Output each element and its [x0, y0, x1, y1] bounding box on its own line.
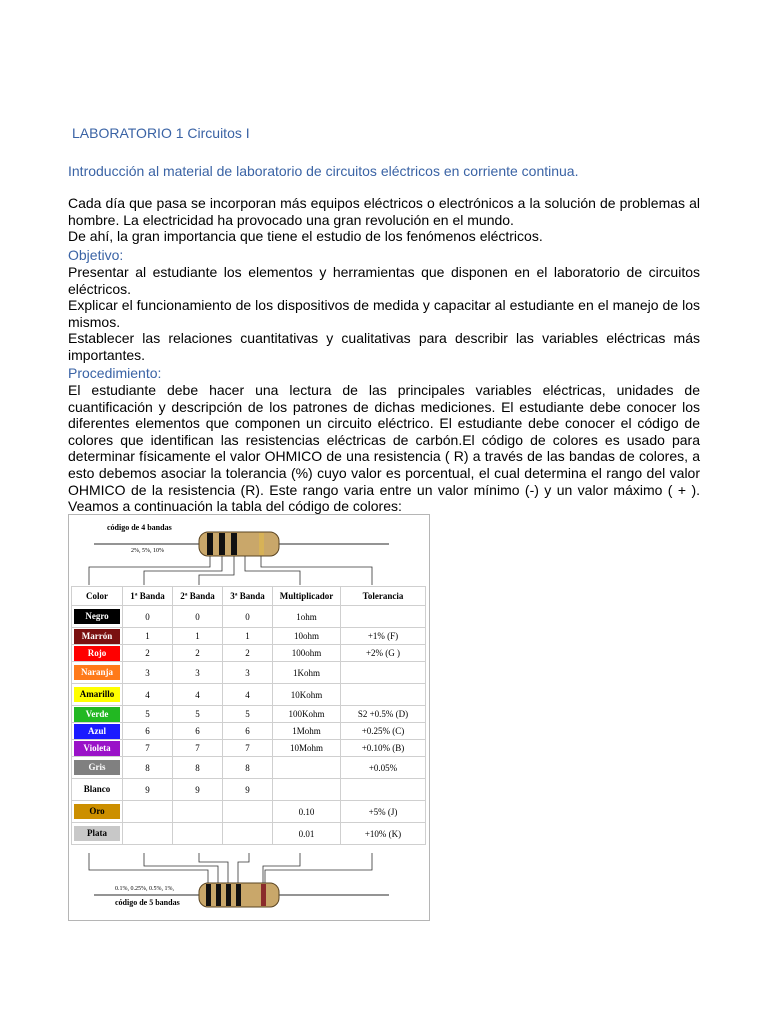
table-row: [72, 662, 426, 684]
band3-value: 9: [223, 779, 273, 801]
color-code-table: [71, 586, 426, 845]
band1-value: 9: [123, 779, 173, 801]
band: [219, 533, 225, 555]
five-band-label: código de 5 bandas: [115, 898, 180, 907]
band1-value: 6: [123, 723, 173, 740]
table-row: [72, 757, 426, 779]
tolerance-value: +10% (K): [341, 823, 426, 845]
leader-line: [261, 556, 372, 585]
band2-value: 6: [173, 723, 223, 740]
table-row: [72, 606, 426, 628]
header-band1: 1ª Banda: [123, 587, 173, 606]
band: [207, 533, 213, 555]
band3-value: 5: [223, 706, 273, 723]
band: [226, 884, 231, 906]
band3-value: 0: [223, 606, 273, 628]
color-swatch-cell: [72, 628, 123, 645]
tolerance-value: [341, 662, 426, 684]
color-swatch-cell: [72, 684, 123, 706]
band1-value: 4: [123, 684, 173, 706]
band3-value: 2: [223, 645, 273, 662]
color-swatch-cell: [72, 801, 123, 823]
band3-value: 3: [223, 662, 273, 684]
table-row: [72, 823, 426, 845]
lab-title: LABORATORIO 1 Circuitos I: [72, 125, 250, 141]
table-header-row: [72, 587, 426, 606]
header-color: Color: [72, 587, 123, 606]
multiplier-value: [273, 757, 341, 779]
leader-line: [199, 556, 234, 585]
band3-value: 1: [223, 628, 273, 645]
table-row: [72, 645, 426, 662]
color-swatch: Violeta: [74, 741, 120, 756]
color-swatch: Plata: [74, 826, 120, 841]
procedimiento-paragraph: El estudiante debe hacer una lectura de las principales variables eléctricas, unidades de cuantificación y descripción de los patrones de dichas mediciones. El estudiante debe conocer los diferentes elementos que componen un circuito eléctrico. El estudiante debe conocer el código de colores que identifican las resistencias eléctricas de carbón.El código de colores es usado para determinar físicamente el valor OHMICO de una resistencia ( R) a través de las bandas de colores, a esto debemos asociar la tolerancia (%) cuyo valor es porcentual, el cual determina el rango del valor OHMICO de la resistencia (R). Este rango varia entre un valor mínimo (-) y un valor máximo ( + ). Veamos a continuación la tabla del código de colores:: [68, 382, 700, 515]
band: [231, 533, 237, 555]
band1-value: 3: [123, 662, 173, 684]
leader-line: [245, 556, 300, 585]
leader-line: [238, 853, 249, 883]
color-swatch-cell: [72, 779, 123, 801]
color-swatch: Rojo: [74, 646, 120, 661]
multiplier-value: 1ohm: [273, 606, 341, 628]
tolerance-value: +0.05%: [341, 757, 426, 779]
color-swatch: Amarillo: [74, 687, 120, 702]
band: [216, 884, 221, 906]
band3-value: [223, 823, 273, 845]
five-band-tolerances: 0.1%, 0.25%, 0.5%, 1%,: [115, 886, 174, 892]
tolerance-value: +1% (F): [341, 628, 426, 645]
tolerance-value: +0.25% (C): [341, 723, 426, 740]
band3-value: 7: [223, 740, 273, 757]
leader-line: [199, 853, 228, 883]
leader-line: [263, 853, 300, 883]
multiplier-value: 0.01: [273, 823, 341, 845]
header-band2: 2ª Banda: [173, 587, 223, 606]
color-swatch-cell: [72, 662, 123, 684]
objetivo-item: Explicar el funcionamiento de los dispositivos de medida y capacitar al estudiante en el manejo de los mismos.: [68, 297, 700, 330]
color-swatch-cell: [72, 823, 123, 845]
band2-value: 5: [173, 706, 223, 723]
color-swatch: Gris: [74, 760, 120, 775]
table-row: [72, 801, 426, 823]
paragraph: Cada día que pasa se incorporan más equipos eléctricos o electrónicos a la solución de problemas al hombre. La electricidad ha provocado una gran revolución en el mundo.: [68, 195, 700, 228]
color-swatch: Oro: [74, 804, 120, 819]
color-swatch-cell: [72, 740, 123, 757]
band: [236, 884, 241, 906]
band2-value: 3: [173, 662, 223, 684]
tolerance-value: +0.10% (B): [341, 740, 426, 757]
leader-line: [265, 853, 372, 883]
table-row: [72, 723, 426, 740]
color-swatch-cell: [72, 757, 123, 779]
procedimiento-text: [68, 382, 700, 515]
band1-value: 2: [123, 645, 173, 662]
paragraph: De ahí, la gran importancia que tiene el estudio de los fenómenos eléctricos.: [68, 228, 543, 245]
table-row: [72, 779, 426, 801]
color-swatch-cell: [72, 706, 123, 723]
objetivo-heading: Objetivo:: [68, 247, 124, 263]
multiplier-value: 1Kohm: [273, 662, 341, 684]
color-swatch: Naranja: [74, 665, 120, 680]
color-swatch-cell: [72, 645, 123, 662]
table-row: [72, 740, 426, 757]
intro-paragraphs: [68, 195, 700, 245]
band: [259, 533, 264, 555]
header-band3: 3ª Banda: [223, 587, 273, 606]
tolerance-value: [341, 684, 426, 706]
four-band-tolerances: 2%, 5%, 10%: [131, 548, 164, 554]
color-swatch: Azul: [74, 724, 120, 739]
leader-line: [89, 853, 208, 883]
multiplier-value: 1Mohm: [273, 723, 341, 740]
table-row: [72, 628, 426, 645]
band1-value: 7: [123, 740, 173, 757]
band2-value: 2: [173, 645, 223, 662]
multiplier-value: 10ohm: [273, 628, 341, 645]
color-swatch: Verde: [74, 707, 120, 722]
band2-value: 1: [173, 628, 223, 645]
band: [206, 884, 211, 906]
tolerance-value: +5% (J): [341, 801, 426, 823]
color-swatch: Negro: [74, 609, 120, 624]
objetivo-item: Presentar al estudiante los elementos y herramientas que disponen en el laboratorio de circuitos eléctricos.: [68, 264, 700, 297]
band1-value: [123, 823, 173, 845]
multiplier-value: 0.10: [273, 801, 341, 823]
objetivo-item: Establecer las relaciones cuantitativas y cualitativas para describir las variables eléctricas más importantes.: [68, 330, 700, 363]
band1-value: 8: [123, 757, 173, 779]
band2-value: 7: [173, 740, 223, 757]
band: [261, 884, 266, 906]
objetivo-list: [68, 264, 700, 364]
band2-value: 8: [173, 757, 223, 779]
color-swatch: Marrón: [74, 629, 120, 644]
band1-value: 0: [123, 606, 173, 628]
band1-value: 1: [123, 628, 173, 645]
band2-value: 9: [173, 779, 223, 801]
band1-value: [123, 801, 173, 823]
table-row: [72, 684, 426, 706]
leader-line: [144, 853, 218, 883]
band1-value: 5: [123, 706, 173, 723]
band2-value: [173, 801, 223, 823]
tolerance-value: [341, 606, 426, 628]
tolerance-value: S2 +0.5% (D): [341, 706, 426, 723]
band3-value: [223, 801, 273, 823]
procedimiento-heading: Procedimiento:: [68, 365, 162, 381]
header-multiplier: Multiplicador: [273, 587, 341, 606]
four-band-label: código de 4 bandas: [107, 523, 172, 532]
band3-value: 4: [223, 684, 273, 706]
color-swatch-cell: [72, 606, 123, 628]
color-swatch: Blanco: [74, 782, 120, 797]
multiplier-value: [273, 779, 341, 801]
color-code-figure: [68, 514, 430, 921]
band3-value: 8: [223, 757, 273, 779]
multiplier-value: 100ohm: [273, 645, 341, 662]
band2-value: 0: [173, 606, 223, 628]
tolerance-value: +2% (G ): [341, 645, 426, 662]
band2-value: [173, 823, 223, 845]
table-row: [72, 706, 426, 723]
band2-value: 4: [173, 684, 223, 706]
band3-value: 6: [223, 723, 273, 740]
color-swatch-cell: [72, 723, 123, 740]
multiplier-value: 10Mohm: [273, 740, 341, 757]
table-body: [72, 606, 426, 845]
tolerance-value: [341, 779, 426, 801]
leader-line: [89, 556, 210, 585]
multiplier-value: 10Kohm: [273, 684, 341, 706]
multiplier-value: 100Kohm: [273, 706, 341, 723]
intro-heading: Introducción al material de laboratorio de circuitos eléctricos en corriente continua.: [68, 163, 579, 179]
header-tolerance: Tolerancia: [341, 587, 426, 606]
